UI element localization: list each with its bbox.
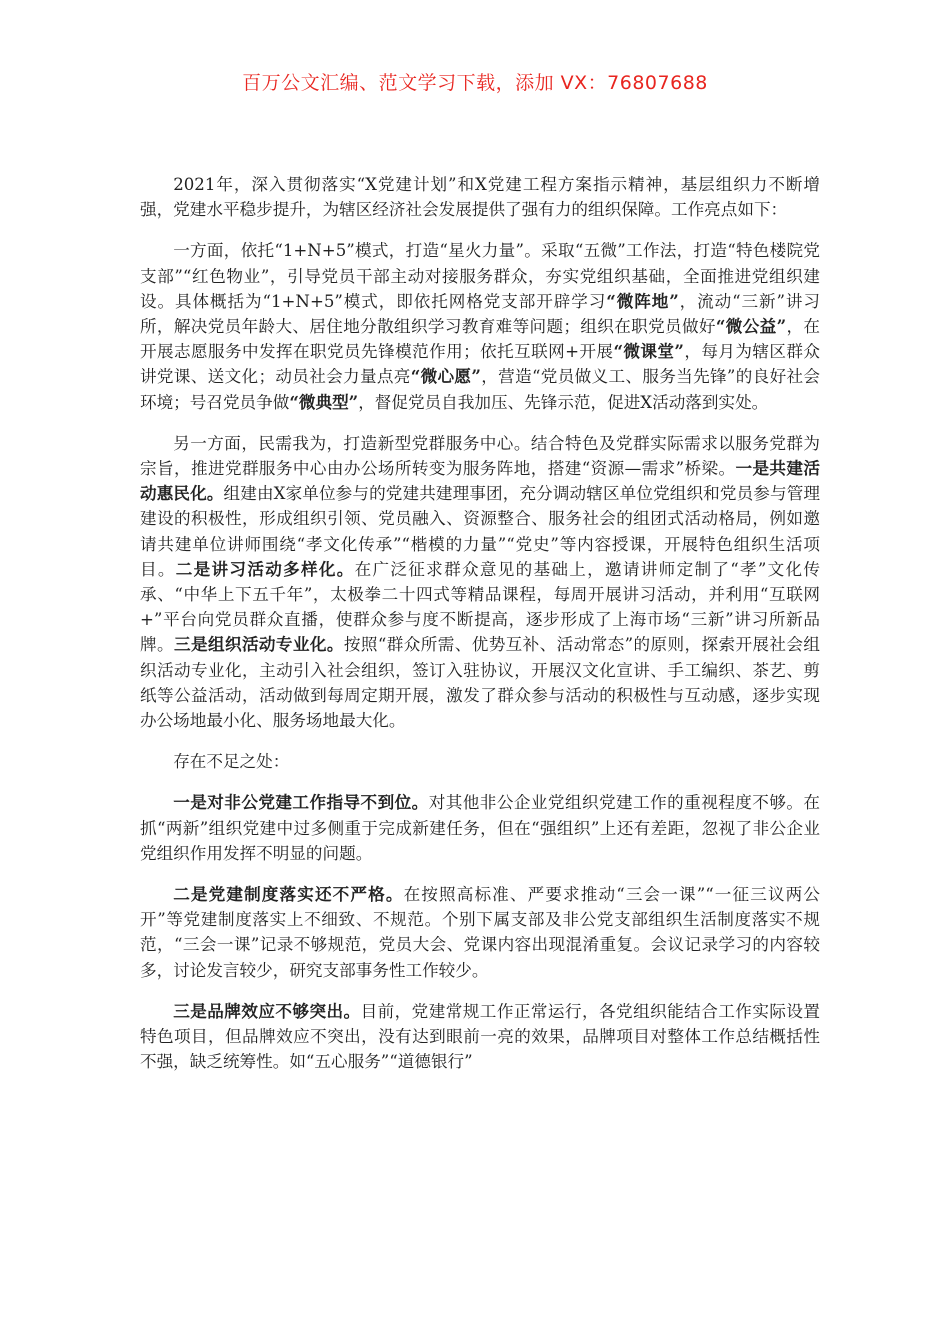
paragraph-shortcoming-2: 二是党建制度落实还不严格。在按照高标准、严要求推动“三会一课”“一征三议两公开”等党建制度落实上不细致、不规范。个别下属支部及非公党支部组织生活制度落实不规范，“三会一课”记录不够规范，党员大会、党课内容出现混淆重复。会议记录学习的内容较多，讨论发言较少，研究支部事务性工作较少。 (140, 884, 820, 980)
paragraph-one-side: 一方面，依托“1+N+5”模式，打造“星火力量”。采取“五微”工作法，打造“特色楼院党支部”“红色物业”，引导党员干部主动对接服务群众，夯实党组织基础，全面推进党组织建设。具体概括为“1+N+5”模式，即依托网格党支部开辟学习“微阵地”，流动“三新”讲习所，解决党员年龄大、居住地分散组织学习教育难等问题；组织在职党员做好“微公益”，在开展志愿服务中发挥在职党员先锋模范作用；依托互联网+开展“微课堂”，每月为辖区群众讲党课、送文化；动员社会力量点亮“微心愿”，营造“党员做义工、服务当先锋”的良好社会环境；号召党员争做“微典型”，督促党员自我加压、先锋示范，促进X活动落到实处。 (140, 241, 821, 412)
paragraph-intro: 2021年，深入贯彻落实“X党建计划”和X党建工程方案指示精神，基层组织力不断增强，党建水平稳步提升，为辖区经济社会发展提供了强有力的组织保障。工作亮点如下： (140, 175, 820, 220)
paragraph-shortcoming-1: 一是对非公党建工作指导不到位。对其他非公企业党组织党建工作的重视程度不够。在抓“两新”组织党建中过多侧重于完成新建任务，但在“强组织”上还有差距，忽视了非公企业党组织作用发挥不明显的问题。 (140, 792, 821, 863)
header-banner: 百万公文汇编、范文学习下载，添加 VX：76807688 (242, 72, 708, 94)
document-body (140, 172, 820, 1091)
paragraph-shortcomings-heading: 存在不足之处： (173, 752, 290, 772)
paragraph-shortcoming-3: 三是品牌效应不够突出。目前，党建常规工作正常运行，各党组织能结合工作实际设置特色项目，但品牌效应不突出，没有达到眼前一亮的效果，品牌项目对整体工作总结概括性不强，缺乏统筹性。如“五心服务”“道德银行” (140, 1000, 821, 1072)
paragraph-other-side: 另一方面，民需我为，打造新型党群服务中心。结合特色及党群实际需求以服务党群为宗旨，推进党群服务中心由办公场所转变为服务阵地，搭建“资源—需求”桥梁。一是共建活动惠民化。组建由X家单位参与的党建共建理事团，充分调动辖区单位党组织和党员参与管理建设的积极性，形成组织引领、党员融入、资源整合、服务社会的组团式活动格局，例如邀请共建单位讲师围绕“孝文化传承”“楷模的力量”“党史”等内容授课，开展特色组织生活项目。二是讲习活动多样化。在广泛征求群众意见的基础上，邀请讲师定制了“孝”文化传承、“中华上下五千年”，太极拳二十四式等精品课程，每周开展讲习活动，并利用“互联网+”平台向党员群众直播，使群众参与度不断提高，逐步形成了上海市场“三新”讲习所新品牌。三是组织活动专业化。按照“群众所需、优势互补、活动常态”的原则，探索开展社会组织活动专业化，主动引入社会组织，签订入驻协议，开展汉文化宣讲、手工编织、茶艺、剪纸等公益活动，活动做到每周定期开展，激发了群众参与活动的积极性与互动感，逐步实现办公场地最小化、服务场地最大化。 (140, 433, 821, 731)
